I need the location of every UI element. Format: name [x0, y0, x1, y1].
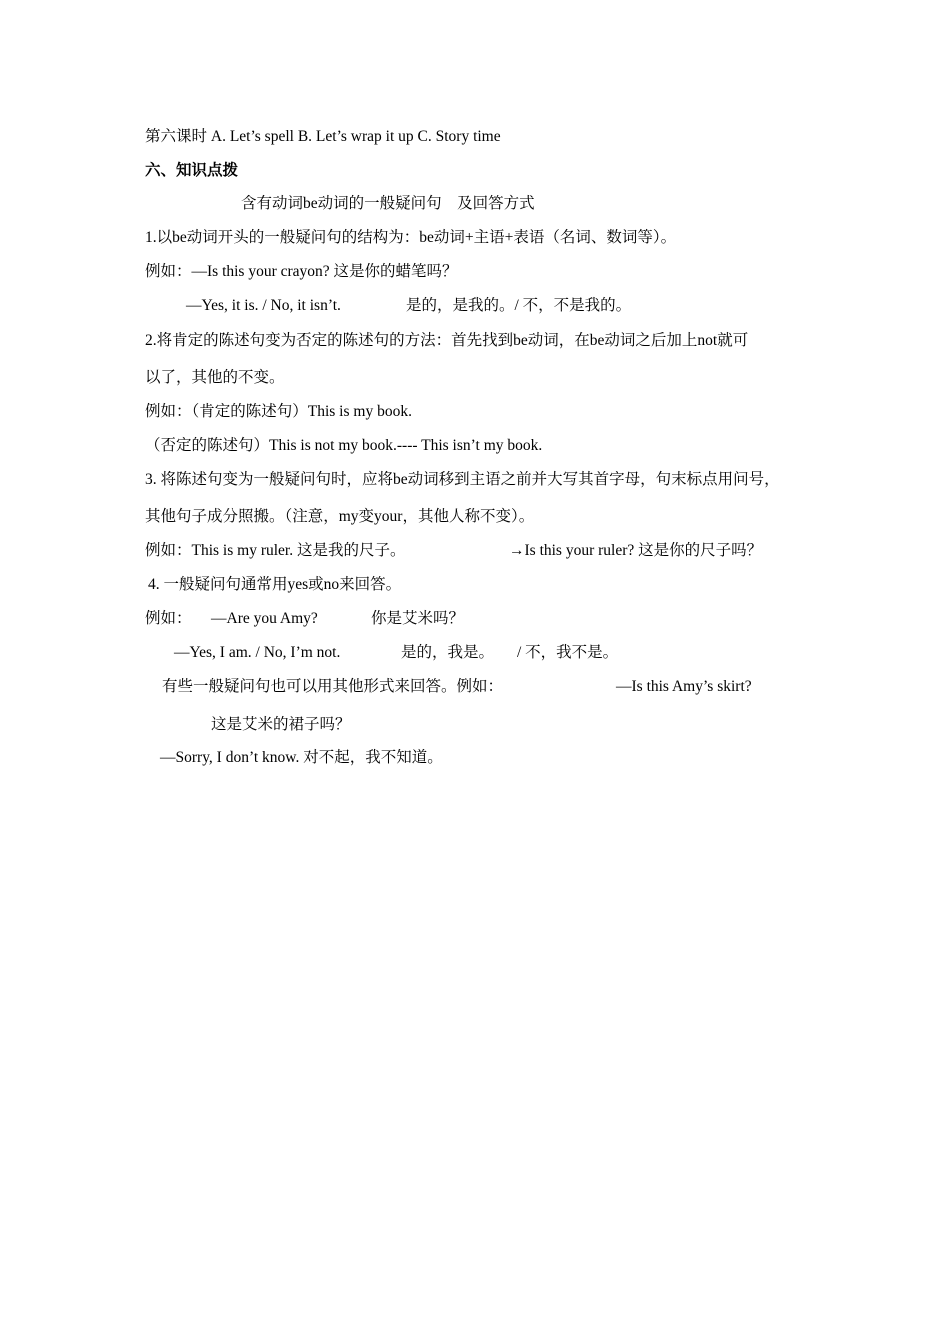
point4-answer-zh2: / 不，我不是。	[517, 644, 619, 661]
point4-question-en: —Are you Amy?	[211, 610, 318, 627]
point3-rule-line1: 3. 将陈述句变为一般疑问句时，应将be动词移到主语之前并大写其首字母，句末标点用问号，	[145, 471, 780, 488]
point1-example-question: 例如：—Is this your crayon? 这是你的蜡笔吗？	[145, 263, 458, 280]
point4-example-label: 例如：	[145, 610, 192, 627]
point2-example-negative: （否定的陈述句）This is not my book.---- This isn’t my book.	[145, 437, 543, 454]
section-heading: 六、知识点拨	[145, 162, 239, 179]
point4-other-answer: —Sorry, I don’t know. 对不起，我不知道。	[160, 749, 443, 766]
point4-answer-en: —Yes, I am. / No, I’m not.	[174, 644, 341, 661]
point3-rule-line2: 其他句子成分照搬。（注意，my变your，其他人称不变）。	[145, 508, 535, 525]
topic-heading: 含有动词be动词的一般疑问句 及回答方式	[241, 195, 535, 212]
point4-question-zh: 你是艾米吗？	[371, 610, 465, 627]
point4-rule: 4. 一般疑问句通常用yes或no来回答。	[148, 576, 402, 593]
point4-other-question-zh: 这是艾米的裙子吗？	[211, 716, 351, 733]
point3-example-statement: 例如：This is my ruler. 这是我的尺子。	[145, 542, 406, 559]
point3-example-question: →Is this your ruler? 这是你的尺子吗？	[509, 542, 763, 559]
point1-answer-zh: 是的，是我的。/ 不，不是我的。	[406, 297, 632, 314]
point1-answer-en: —Yes, it is. / No, it isn’t.	[186, 297, 341, 314]
point4-other-question-en: —Is this Amy’s skirt?	[616, 678, 752, 695]
point2-example-positive: 例如：（肯定的陈述句）This is my book.	[145, 403, 412, 420]
point2-rule-line1: 2.将肯定的陈述句变为否定的陈述句的方法：首先找到be动词，在be动词之后加上not就可	[145, 332, 749, 349]
lesson-title: 第六课时 A. Let’s spell B. Let’s wrap it up C. Story time	[145, 128, 501, 145]
point4-other-intro: 有些一般疑问句也可以用其他形式来回答。例如：	[162, 678, 504, 695]
point1-rule: 1.以be动词开头的一般疑问句的结构为：be动词+主语+表语（名词、数词等）。	[145, 229, 677, 246]
point4-answer-zh1: 是的，我是。	[401, 644, 495, 661]
point2-rule-line2: 以了，其他的不变。	[145, 369, 285, 386]
